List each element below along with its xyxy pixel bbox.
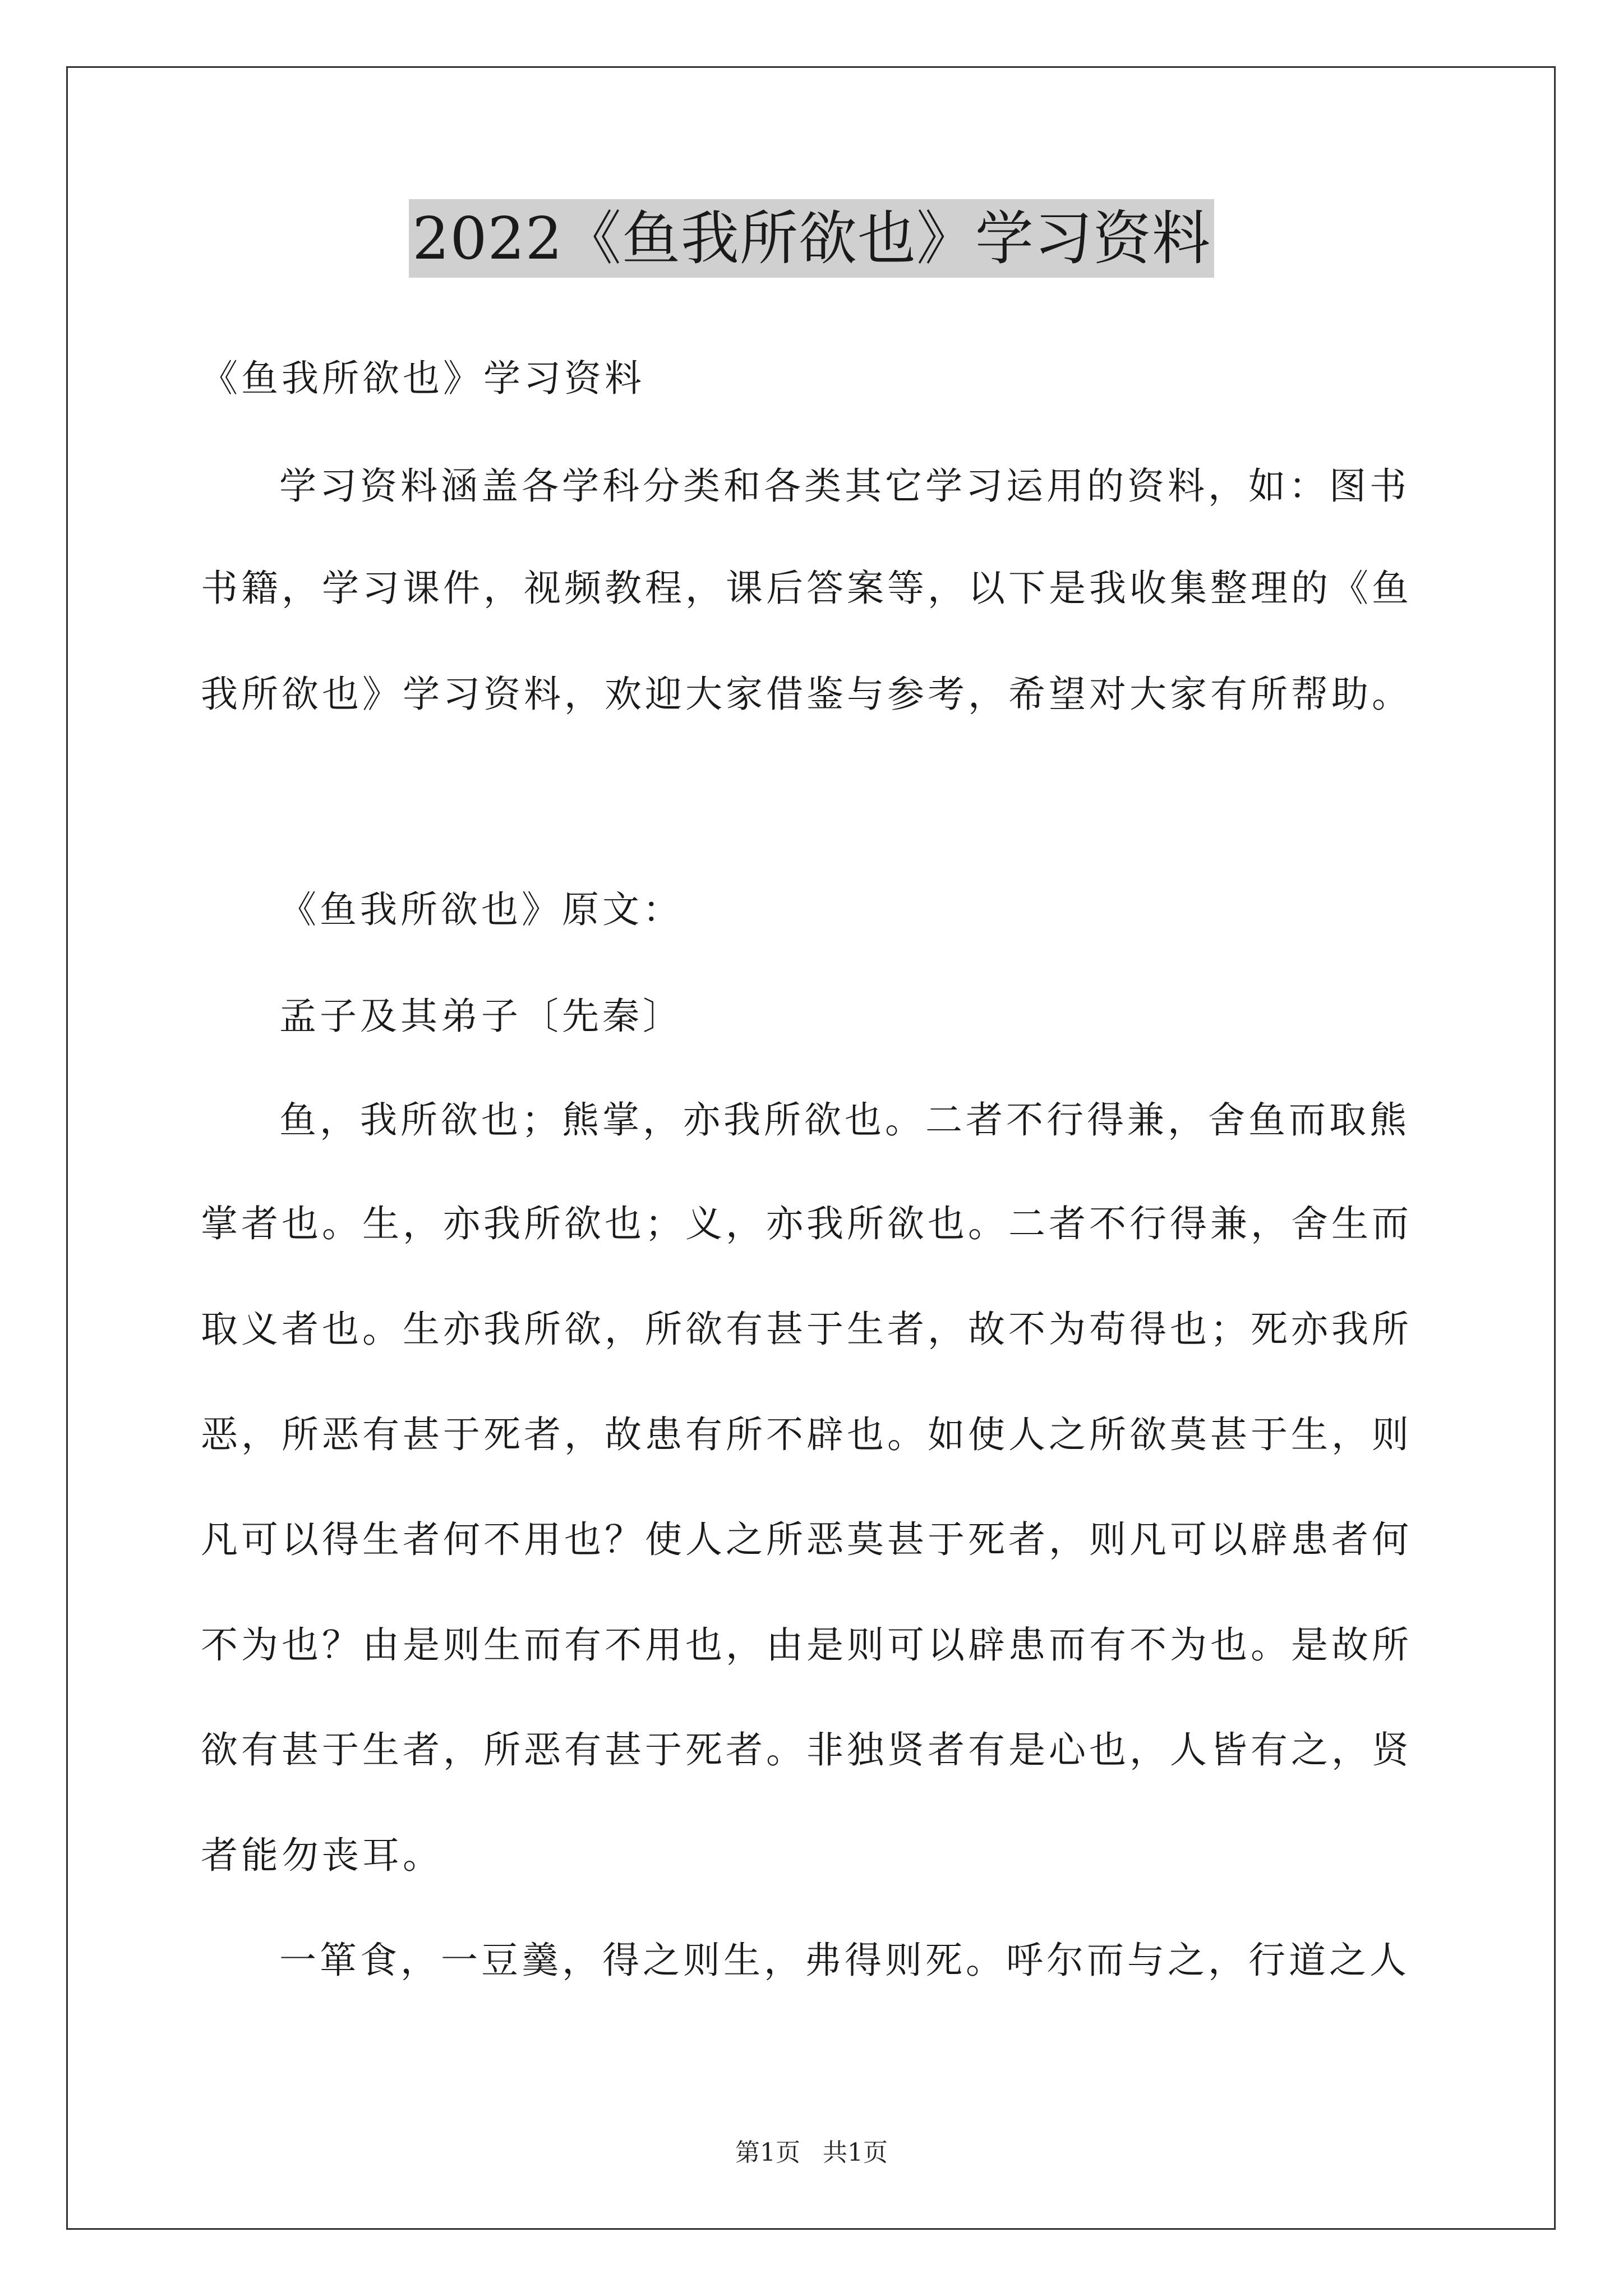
body-line-8: 者能勿丧耳。 <box>201 1834 443 1877</box>
body-line-5: 凡可以得生者何不用也？使人之所恶莫甚于死者，则凡可以辟患者何 <box>201 1518 1412 1561</box>
body-line-2: 掌者也。生，亦我所欲也；义，亦我所欲也。二者不行得兼，舍生而 <box>201 1202 1412 1245</box>
body-line-4: 恶，所恶有甚于死者，故患有所不辟也。如使人之所欲莫甚于生，则 <box>201 1413 1412 1456</box>
title-container <box>0 199 1623 278</box>
body-line-6: 不为也？由是则生而有不用也，由是则可以辟患而有不为也。是故所 <box>201 1623 1412 1667</box>
intro-line-2: 书籍，学习课件，视频教程，课后答案等，以下是我收集整理的《鱼 <box>201 567 1412 610</box>
subtitle: 《鱼我所欲也》学习资料 <box>201 357 645 400</box>
body-line-7: 欲有甚于生者，所恶有甚于死者。非独贤者有是心也，人皆有之，贤 <box>201 1728 1412 1772</box>
page-total: 共1页 <box>823 2138 888 2167</box>
page-number: 第1页 <box>735 2138 800 2167</box>
body-line-9: 一箪食，一豆羹，得之则生，弗得则死。呼尔而与之，行道之人 <box>279 1939 1410 1982</box>
body-line-3: 取义者也。生亦我所欲，所欲有甚于生者，故不为苟得也；死亦我所 <box>201 1308 1412 1351</box>
author-line: 孟子及其弟子〔先秦〕 <box>279 995 683 1038</box>
body-line-1: 鱼，我所欲也；熊掌，亦我所欲也。二者不行得兼，舍鱼而取熊 <box>279 1098 1410 1142</box>
section-heading: 《鱼我所欲也》原文： <box>279 888 683 931</box>
page-footer <box>0 2136 1623 2170</box>
intro-line-3: 我所欲也》学习资料，欢迎大家借鉴与参考，希望对大家有所帮助。 <box>201 673 1412 716</box>
document-title: 2022《鱼我所欲也》学习资料 <box>409 199 1214 278</box>
intro-line-1: 学习资料涵盖各学科分类和各类其它学习运用的资料，如：图书 <box>279 464 1410 508</box>
